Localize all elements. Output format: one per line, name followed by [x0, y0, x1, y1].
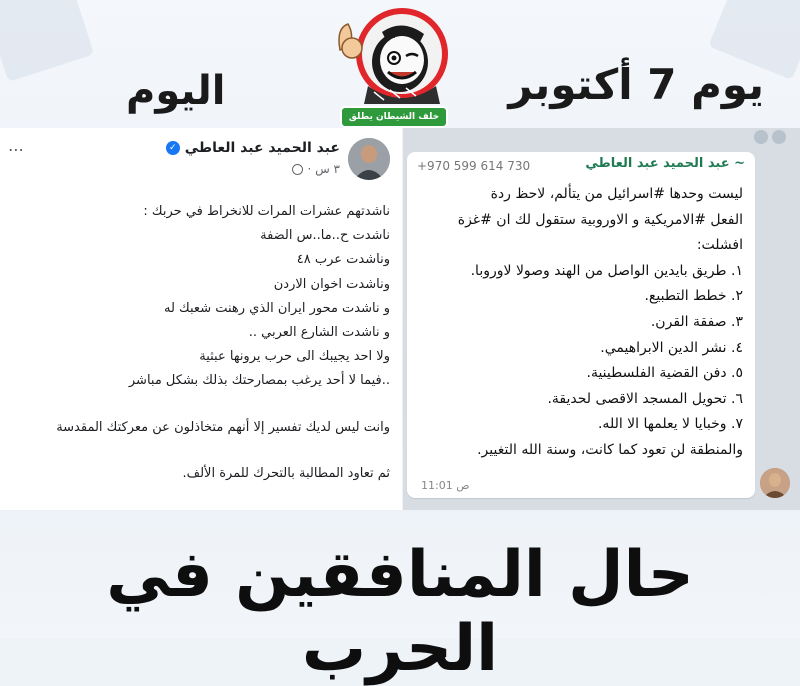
post-line: و ناشدت محور ايران الذي رهنت شعبك له	[163, 300, 390, 316]
profile-photo-icon	[760, 468, 790, 498]
post-line: ناشدت ح..ما..س الضفة	[260, 228, 390, 244]
post-line: ناشدتهم عشرات المرات للانخراط في حربك :	[143, 204, 390, 219]
globe-icon	[292, 164, 303, 175]
message-line: افشلت:	[696, 237, 743, 254]
logo-banner: خلف الشيطان يطلق	[340, 106, 448, 128]
post-body	[5, 200, 390, 486]
post-line: ثم تعاود المطالبة بالتحرك للمرة الألف.	[182, 465, 390, 481]
footer-title: حال المنافقين في الحرب	[106, 538, 694, 686]
whatsapp-chat	[403, 128, 800, 510]
post-meta	[292, 162, 340, 176]
logo	[330, 2, 460, 126]
facebook-post	[0, 128, 402, 510]
post-line: وانت ليس لديك تفسير إلا أنهم متخاذلون عن معركتك المقدسة	[56, 419, 390, 435]
post-time[interactable]: ٣ س ·	[307, 162, 340, 176]
chat-top-icons	[754, 130, 786, 144]
post-line: وناشدت عرب ٤٨	[296, 252, 390, 268]
post-line: وناشدت اخوان الاردن	[273, 276, 390, 292]
header-today-label: اليوم	[126, 68, 226, 114]
paragraph-gap	[5, 440, 390, 462]
message-line: ٧. وخبايا لا يعلمها الا الله.	[597, 416, 743, 433]
post-line: ولا احد يجيبك الى حرب يرونها عبثية	[199, 349, 390, 365]
message-line: ١. طريق بايدين الواصل من الهند وصولا لاوروبا.	[470, 262, 743, 279]
reaction-icon[interactable]	[772, 130, 786, 144]
message-line: ٤. نشر الدين الابراهيمي.	[600, 339, 743, 356]
message-line: والمنطقة لن تعود كما كانت، وسنة الله التغيير.	[477, 441, 743, 458]
header-october-label: يوم 7 أكتوبر	[508, 60, 764, 109]
message-line: ٢. خطط التطبيع.	[644, 288, 743, 305]
post-line: و ناشدت الشارع العربي ..	[248, 324, 390, 340]
message-sender[interactable]: ~ عبد الحميد عبد العاطي	[585, 156, 745, 171]
message-line: ليست وحدها #اسرائيل من يتألم، لاحظ ردة	[490, 186, 743, 202]
sender-avatar[interactable]	[760, 468, 790, 498]
cartoon-logo-icon	[330, 2, 460, 112]
svg-text:#: #	[388, 26, 400, 42]
author-name[interactable]: عبد الحميد عبد العاطي	[184, 140, 340, 156]
message-time: 11:01 ص	[421, 479, 470, 492]
sender-phone: +970 599 614 730	[417, 159, 531, 173]
post-author[interactable]	[166, 140, 340, 156]
message-body	[413, 182, 743, 464]
profile-photo-icon	[348, 138, 390, 180]
message-bubble[interactable]	[407, 152, 755, 498]
verified-badge-icon: ✓	[166, 141, 180, 155]
message-line: الفعل #الامريكية و الاوروبية ستقول لك ان #غزة	[457, 211, 743, 228]
paragraph-gap	[5, 394, 390, 416]
more-options-icon[interactable]: ⋯	[8, 140, 23, 159]
message-line: ٣. صفقة القرن.	[650, 313, 743, 330]
message-line: ٥. دفن القضية الفلسطينية.	[586, 365, 743, 382]
reaction-icon[interactable]	[754, 130, 768, 144]
avatar[interactable]	[348, 138, 390, 180]
post-line: ..فيما لا أحد يرغب بمصارحتك بذلك بشكل مباشر	[128, 373, 390, 389]
message-line: ٦. تحويل المسجد الاقصى لحديقة.	[547, 390, 743, 407]
